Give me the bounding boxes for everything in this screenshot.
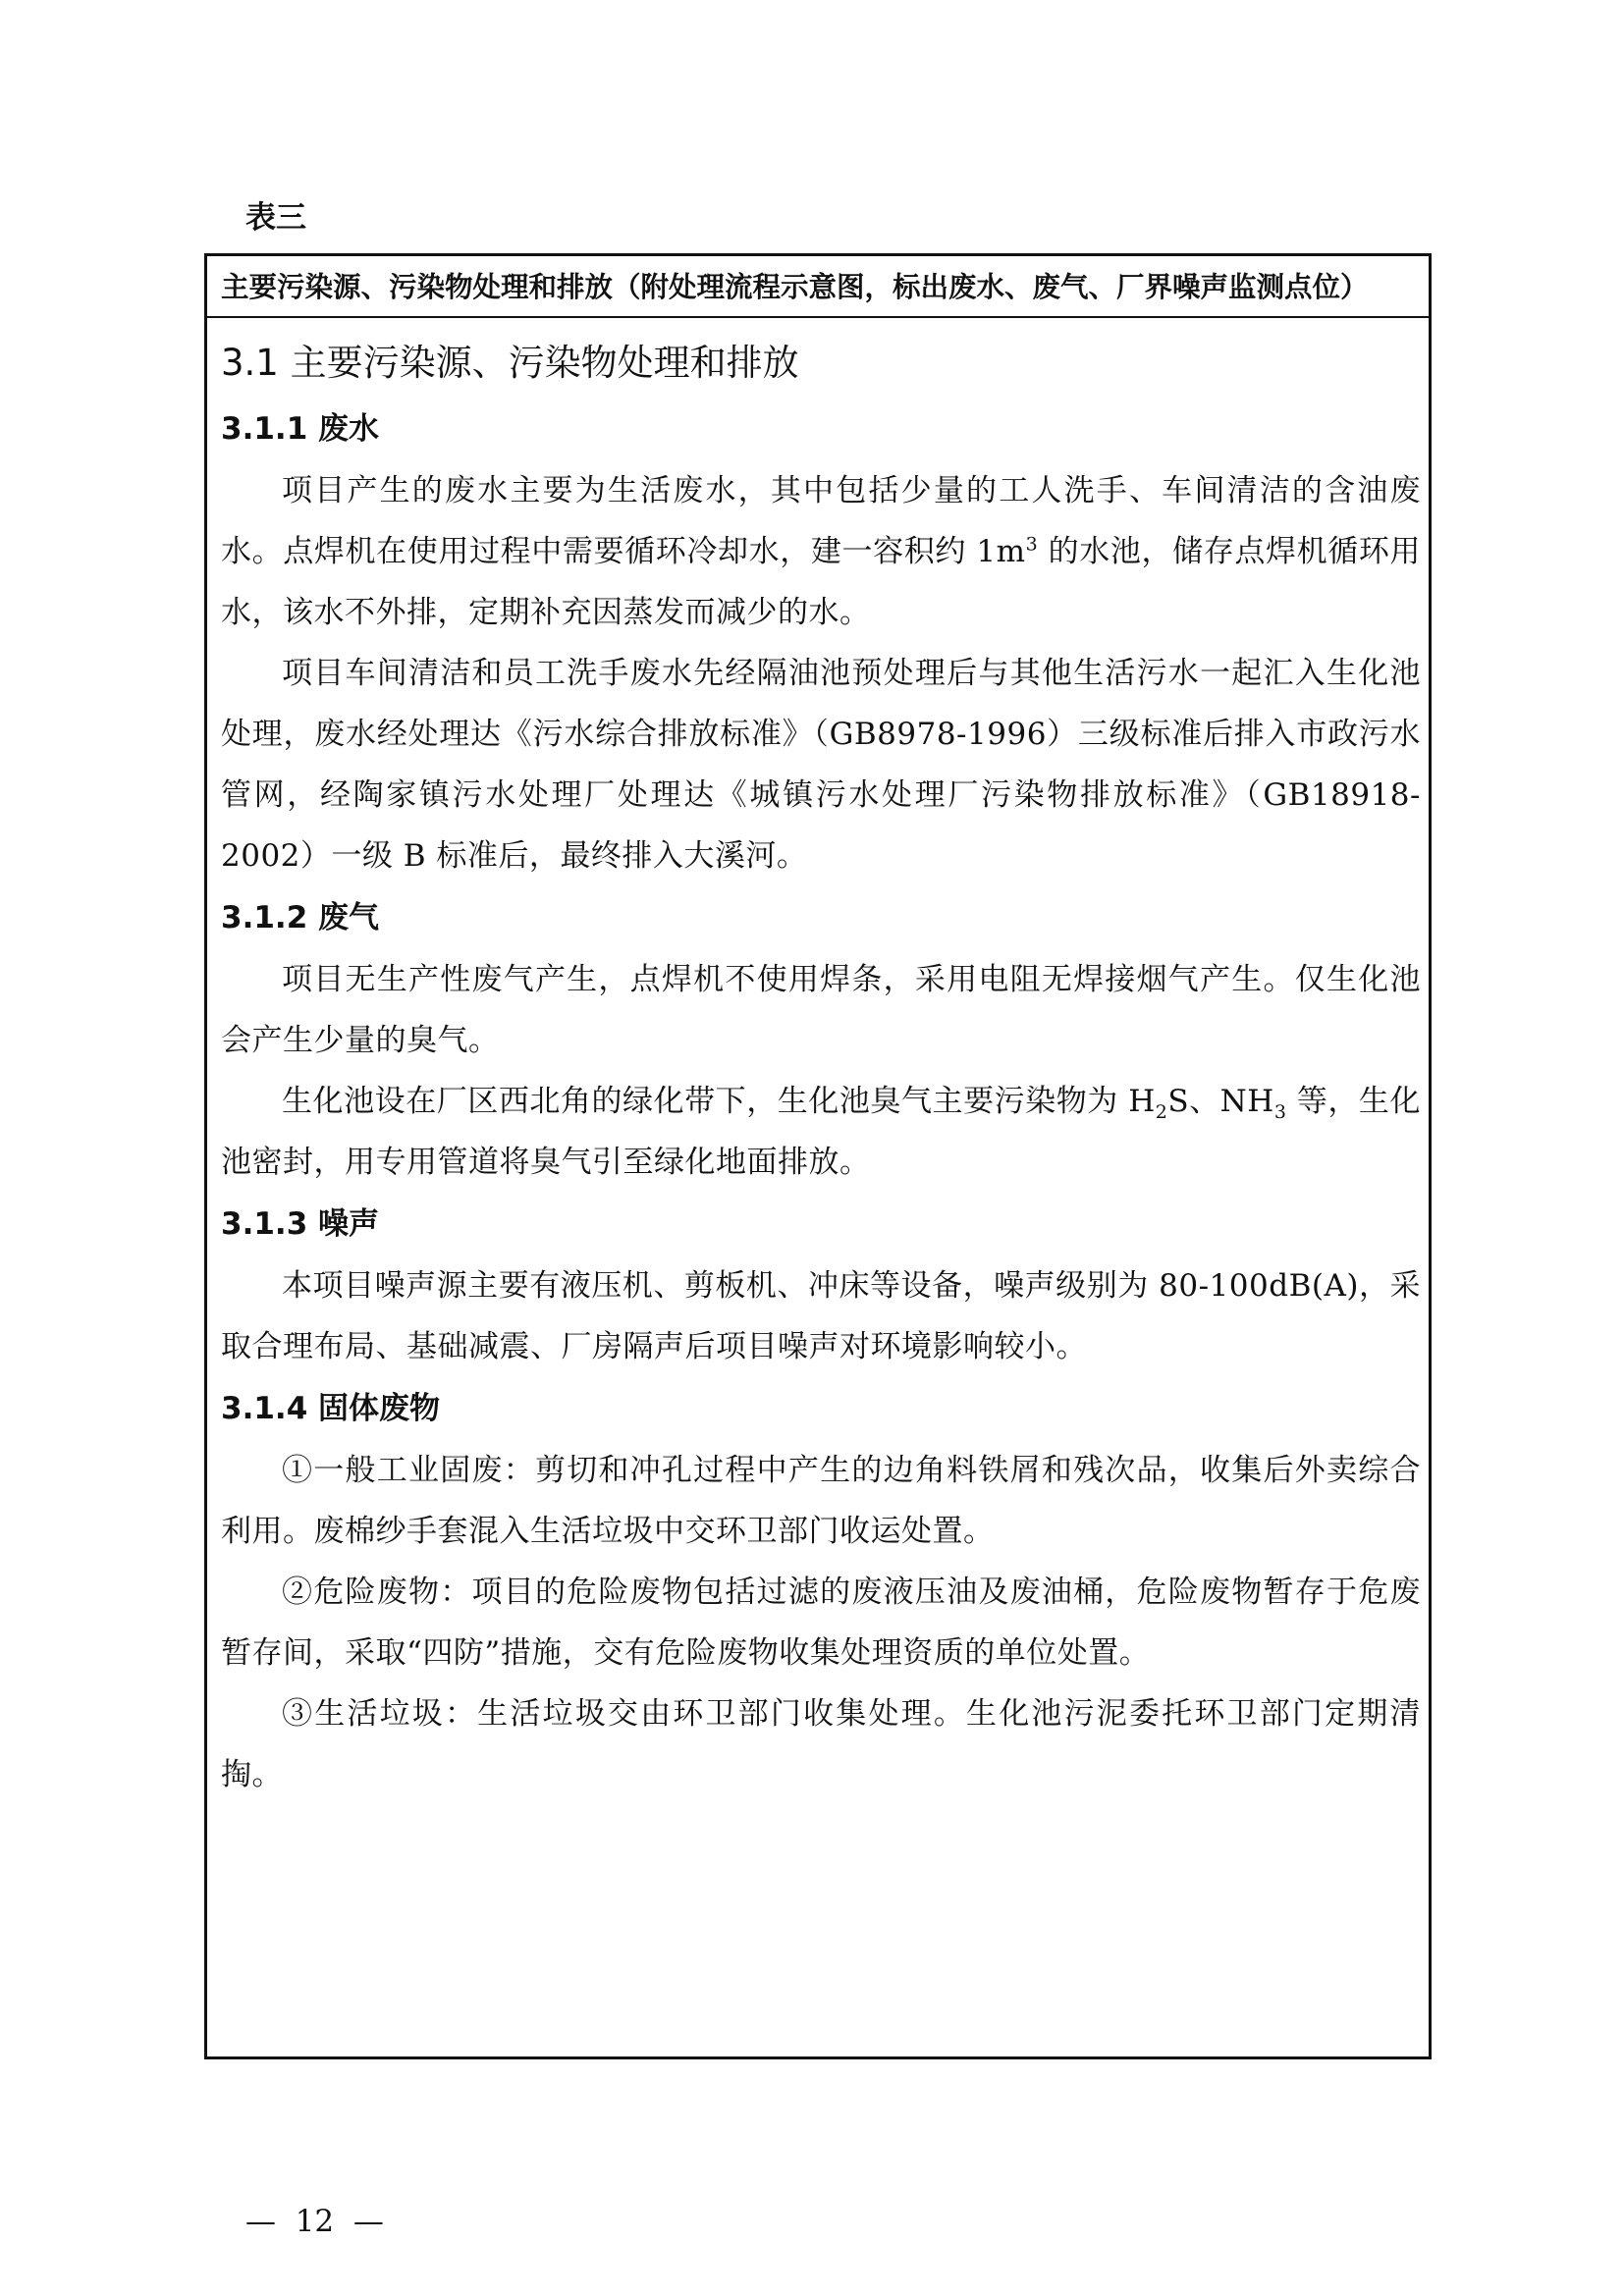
wastewater-paragraph-2: 项目车间清洁和员工洗手废水先经隔油池预处理后与其他生活污水一起汇入生化池处理，废水经处理达《污水综合排放标准》（GB8978-1996）三级标准后排入市政污水管网，经陶家镇污水处理厂处理达《城镇污水处理厂污染物排放标准》（GB18918-2002）一级 B 标准后，最终排入大溪河。 bbox=[221, 656, 1421, 874]
table-content bbox=[221, 318, 1421, 1805]
noise-paragraph-1: 本项目噪声源主要有液压机、剪板机、冲床等设备，噪声级别为 80-100dB(A)，采取合理布局、基础减震、厂房隔声后项目噪声对环境影响较小。 bbox=[221, 1268, 1421, 1364]
exhaust-title: 3.1.2 废气 bbox=[221, 900, 380, 935]
report-table bbox=[204, 253, 1432, 2059]
section-title: 3.1 主要污染源、污染物处理和排放 bbox=[221, 342, 799, 384]
exhaust-paragraph-2: 生化池设在厂区西北角的绿化带下，生化池臭气主要污染物为 $H_2S$、$NH_3$ 等，生化池密封，用专用管道将臭气引至绿化地面排放。 bbox=[221, 1084, 1421, 1180]
noise-title: 3.1.3 噪声 bbox=[221, 1206, 380, 1242]
solid-waste-paragraph-1: ①一般工业固废：剪切和冲孔过程中产生的边角料铁屑和残次品，收集后外卖综合利用。废棉纱手套混入生活垃圾中交环卫部门收运处置。 bbox=[221, 1453, 1421, 1549]
wastewater-paragraph-1: 项目产生的废水主要为生活废水，其中包括少量的工人洗手、车间清洁的含油废水。点焊机在使用过程中需要循环冷却水，建一容积约 $1m^3$ 的水池，储存点焊机循环用水，该水不外排，定期补充因蒸发而减少的水。 bbox=[221, 473, 1421, 630]
table-header: 主要污染源、污染物处理和排放（附处理流程示意图，标出废水、废气、厂界噪声监测点位） bbox=[207, 256, 1429, 318]
solid-waste-paragraph-3: ③生活垃圾：生活垃圾交由环卫部门收集处理。生化池污泥委托环卫部门定期清掏。 bbox=[221, 1696, 1421, 1792]
solid-waste-title: 3.1.4 固体废物 bbox=[221, 1391, 441, 1426]
wastewater-title: 3.1.1 废水 bbox=[221, 411, 380, 447]
exhaust-paragraph-1: 项目无生产性废气产生，点焊机不使用焊条，采用电阻无焊接烟气产生。仅生化池会产生少量的臭气。 bbox=[221, 962, 1421, 1058]
solid-waste-paragraph-2: ②危险废物：项目的危险废物包括过滤的废液压油及废油桶，危险废物暂存于危废暂存间，采取“四防”措施，交有危险废物收集处理资质的单位处置。 bbox=[221, 1575, 1421, 1671]
table-label: 表三 bbox=[245, 200, 306, 236]
page-number: — 12 — bbox=[245, 2204, 384, 2239]
